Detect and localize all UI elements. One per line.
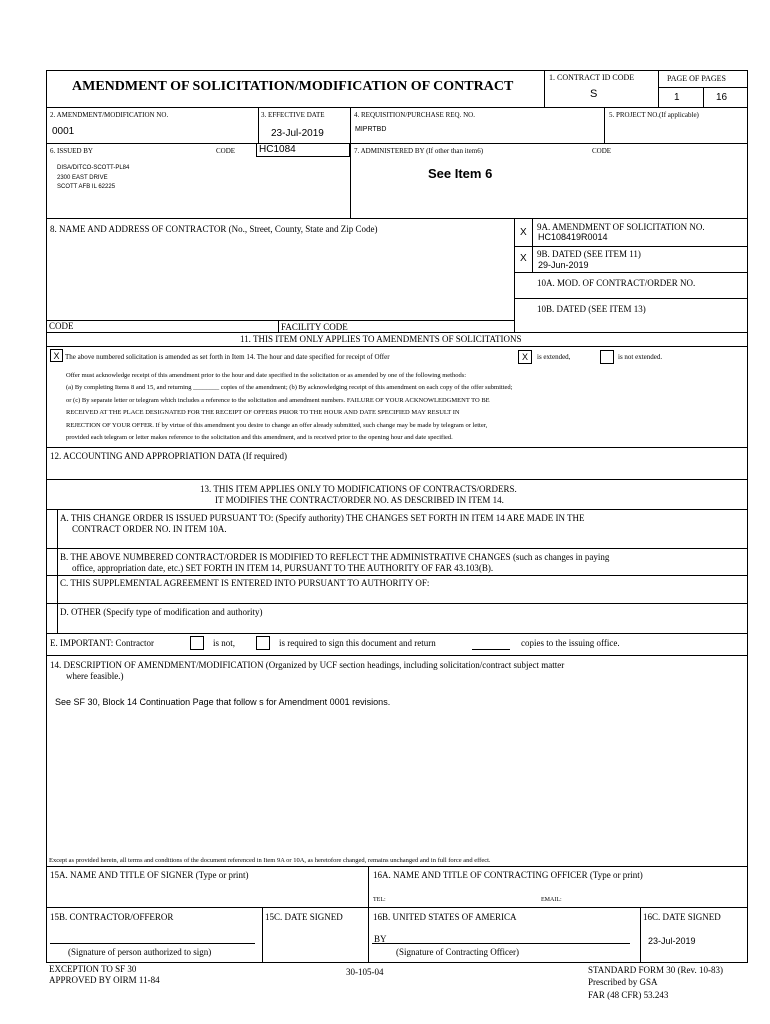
contractor-label: 8. NAME AND ADDRESS OF CONTRACTOR (No., Street, County, State and Zip Code) bbox=[50, 224, 378, 234]
page-of-pages-label: PAGE OF PAGES bbox=[667, 74, 726, 83]
item-11-line-2: (a) By completing Items 8 and 15, and returning ________ copies of the amendment; (b) By acknowledging receipt of this amendment on each copy of the offer submitted; bbox=[66, 384, 513, 391]
administered-by: See Item 6 bbox=[428, 166, 493, 181]
signature-person-caption: (Signature of person authorized to sign) bbox=[68, 947, 212, 957]
issuer-line-3: SCOTT AFB IL 62225 bbox=[57, 184, 116, 190]
total-pages: 16 bbox=[716, 92, 728, 103]
requisition-label: 4. REQUISITION/PURCHASE REQ. NO. bbox=[354, 111, 475, 119]
issuer-line-2: 2300 EAST DRIVE bbox=[57, 175, 108, 181]
facility-code-label: FACILITY CODE bbox=[281, 322, 348, 332]
form-title: AMENDMENT OF SOLICITATION/MODIFICATION OF CONTRACT bbox=[72, 79, 514, 94]
contractor-code-label: CODE bbox=[49, 321, 74, 331]
footer-exception: EXCEPTION TO SF 30 bbox=[49, 964, 137, 974]
amendment-no: 0001 bbox=[52, 126, 75, 137]
item-14-label-1: 14. DESCRIPTION OF AMENDMENT/MODIFICATION (Organized by UCF section headings, including solicitation/contract subject matter bbox=[50, 660, 565, 670]
item-12-label: 12. ACCOUNTING AND APPROPRIATION DATA (If required) bbox=[50, 451, 288, 461]
issuer-line-1: DISA/DITCO-SCOTT-PL84 bbox=[57, 165, 130, 171]
mod-10a-label: 10A. MOD. OF CONTRACT/ORDER NO. bbox=[537, 278, 696, 288]
item-14-label-2: where feasible.) bbox=[66, 671, 124, 681]
issued-by-code: HC1084 bbox=[259, 144, 296, 155]
mark-9b: X bbox=[520, 253, 527, 264]
item-13-heading-2: IT MODIFIES THE CONTRACT/ORDER NO. AS DESCRIBED IN ITEM 14. bbox=[215, 495, 504, 505]
effective-date: 23-Jul-2019 bbox=[271, 128, 324, 139]
signature-officer-caption: (Signature of Contracting Officer) bbox=[396, 947, 520, 957]
usa-label: 16B. UNITED STATES OF AMERICA bbox=[373, 912, 517, 922]
amendment-no-label: 2. AMENDMENT/MODIFICATION NO. bbox=[50, 111, 169, 119]
item-11-heading: 11. THIS ITEM ONLY APPLIES TO AMENDMENTS OF SOLICITATIONS bbox=[240, 334, 522, 344]
is-not-label: is not, bbox=[213, 638, 236, 648]
footer-standard-form: STANDARD FORM 30 (Rev. 10-83) bbox=[588, 965, 723, 975]
item-11-line-5: REJECTION OF YOUR OFFER. If by virtue of this amendment you desire to change an offer already submitted, such change may be made by telegram or letter, bbox=[66, 422, 488, 429]
amend-sol-label: 9A. AMENDMENT OF SOLICITATION NO. bbox=[537, 222, 705, 232]
officer-signature-line[interactable] bbox=[372, 943, 630, 944]
extended-checkbox[interactable]: X bbox=[518, 350, 532, 364]
amend-sol-no: HC108419R0014 bbox=[538, 232, 608, 242]
footer-prescribed: Prescribed by GSA bbox=[588, 977, 658, 987]
contractor-signature-line[interactable] bbox=[50, 943, 255, 944]
footer-approved: APPROVED BY OIRM 11-84 bbox=[49, 975, 160, 985]
date-signed-15c-label: 15C. DATE SIGNED bbox=[265, 912, 343, 922]
item-11-line-3: or (c) By separate letter or telegram which includes a reference to the solicitation and amendment numbers. FAILURE OF YOUR ACKNOWLEDGMENT TO BE bbox=[66, 397, 490, 404]
contractor-offeror-label: 15B. CONTRACTOR/OFFEROR bbox=[50, 912, 174, 922]
date-signed-16c: 23-Jul-2019 bbox=[648, 936, 696, 946]
is-required-label: is required to sign this document and return bbox=[279, 638, 436, 648]
dated-10b-label: 10B. DATED (SEE ITEM 13) bbox=[537, 304, 646, 314]
item-11-line-4: RECEIVED AT THE PLACE DESIGNATED FOR THE RECEIPT OF OFFERS PRIOR TO THE HOUR AND DATE SPECIFIED MAY RESULT IN bbox=[66, 409, 460, 416]
officer-label: 16A. NAME AND TITLE OF CONTRACTING OFFICER (Type or print) bbox=[373, 870, 643, 880]
is-required-checkbox[interactable] bbox=[256, 636, 270, 650]
item-13b-line-2: office, appropriation date, etc.) SET FORTH IN ITEM 14, PURSUANT TO THE AUTHORITY OF FAR 43.103(B). bbox=[72, 563, 494, 573]
item-13-heading-1: 13. THIS ITEM APPLIES ONLY TO MODIFICATIONS OF CONTRACTS/ORDERS. bbox=[200, 484, 517, 494]
date-signed-16c-label: 16C. DATE SIGNED bbox=[643, 912, 721, 922]
mark-9a: X bbox=[520, 227, 527, 238]
footer-far: FAR (48 CFR) 53.243 bbox=[588, 990, 669, 1000]
tel-label: TEL: bbox=[373, 897, 386, 903]
amended-text: The above numbered solicitation is amended as set forth in Item 14. The hour and date specified for receipt of Offer bbox=[65, 353, 390, 361]
issued-by-label: 6. ISSUED BY bbox=[50, 147, 93, 155]
issued-by-code-label: CODE bbox=[216, 147, 236, 155]
item-13a-line-1: A. THIS CHANGE ORDER IS ISSUED PURSUANT TO: (Specify authority) THE CHANGES SET FORTH IN ITEM 14 ARE MADE IN THE bbox=[60, 513, 585, 523]
not-extended-label: is not extended. bbox=[618, 353, 663, 361]
item-13a-line-2: CONTRACT ORDER NO. IN ITEM 10A. bbox=[72, 524, 227, 534]
item-13d: D. OTHER (Specify type of modification and authority) bbox=[60, 607, 263, 617]
contract-id-code: S bbox=[590, 88, 598, 100]
important-label: E. IMPORTANT: Contractor bbox=[50, 638, 155, 648]
administered-by-label: 7. ADMINISTERED BY (If other than item6) bbox=[354, 147, 484, 155]
administered-code-label: CODE bbox=[592, 147, 612, 155]
contract-id-code-label: 1. CONTRACT ID CODE bbox=[549, 73, 635, 82]
effective-date-label: 3. EFFECTIVE DATE bbox=[261, 111, 325, 119]
requisition-no: MIPRTBD bbox=[355, 126, 387, 133]
amended-checkbox[interactable]: X bbox=[50, 349, 63, 362]
is-not-checkbox[interactable] bbox=[190, 636, 204, 650]
by-label: BY bbox=[374, 934, 387, 944]
dated-9b-label: 9B. DATED (SEE ITEM 11) bbox=[537, 249, 641, 259]
copies-label: copies to the issuing office. bbox=[521, 638, 620, 648]
dated-9b: 29-Jun-2019 bbox=[538, 260, 589, 270]
footer-form-no: 30-105-04 bbox=[346, 967, 384, 977]
item-14-footer-note: Except as provided herein, all terms and conditions of the document referenced in Item 9A or 10A, as heretofore changed, remains unchanged and in full force and effect. bbox=[49, 857, 491, 864]
extended-label: is extended, bbox=[537, 353, 571, 361]
item-13c: C. THIS SUPPLEMENTAL AGREEMENT IS ENTERED INTO PURSUANT TO AUTHORITY OF: bbox=[60, 578, 430, 588]
page-number: 1 bbox=[674, 92, 680, 103]
item-11-line-6: provided each telegram or letter makes reference to the solicitation and this amendment, and is received prior to the opening hour and date specified. bbox=[66, 434, 453, 441]
signer-label: 15A. NAME AND TITLE OF SIGNER (Type or print) bbox=[50, 870, 249, 880]
email-label: EMAIL: bbox=[541, 897, 562, 903]
item-14-text: See SF 30, Block 14 Continuation Page that follow s for Amendment 0001 revisions. bbox=[55, 697, 391, 707]
not-extended-checkbox[interactable] bbox=[600, 350, 614, 364]
item-11-line-1: Offer must acknowledge receipt of this amendment prior to the hour and date specified in the solicitation or as amended by one of the following methods: bbox=[66, 372, 467, 379]
item-13b-line-1: B. THE ABOVE NUMBERED CONTRACT/ORDER IS MODIFIED TO REFLECT THE ADMINISTRATIVE CHANGES (such as changes in paying bbox=[60, 552, 610, 562]
copies-blank[interactable] bbox=[472, 649, 510, 650]
project-no-label: 5. PROJECT NO.(If applicable) bbox=[609, 111, 699, 119]
